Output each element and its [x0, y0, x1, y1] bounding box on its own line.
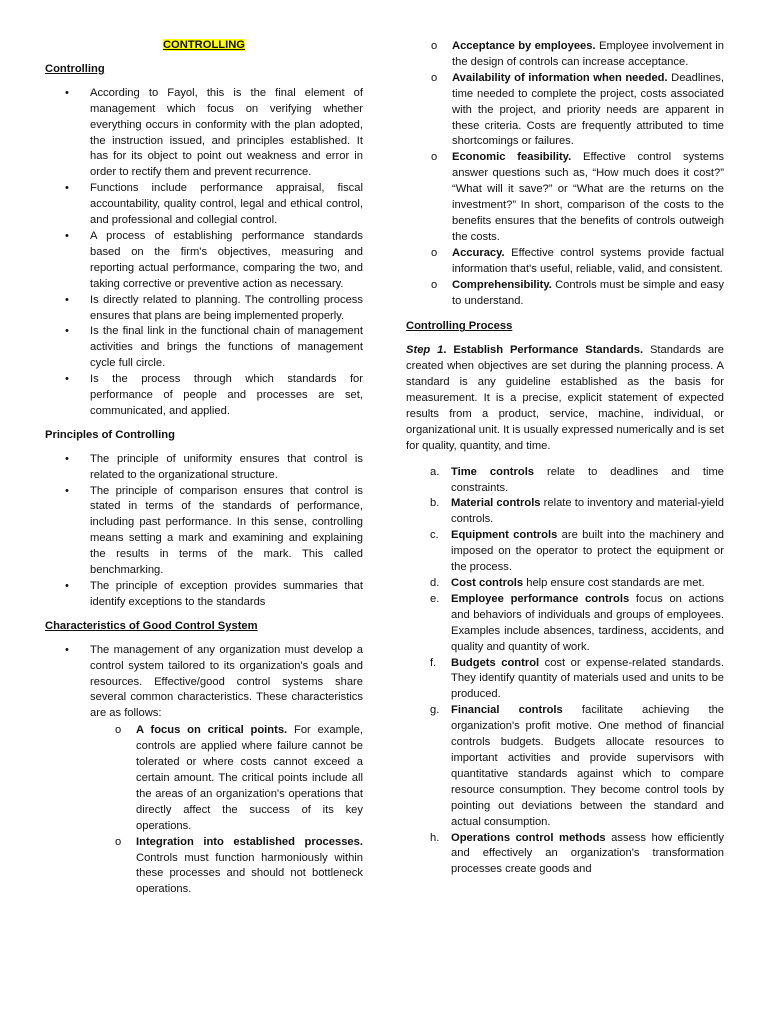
control-type-item — [406, 528, 724, 576]
heading-controlling-process: Controlling Process — [406, 320, 513, 333]
characteristics-sublist-cont — [361, 39, 724, 309]
list-item: • A process of establishing performance standards based on the firm's objectives, measuring and reporting actual performance, comparing the two, and taking corrective or preventive action as necessary. — [45, 229, 363, 293]
sub-item-text: Employee involvement in the design of controls can increase acceptance. — [452, 40, 724, 68]
sub-bullet-marker: o — [115, 724, 122, 737]
sub-bullet-marker: o — [431, 151, 438, 164]
sub-bullet-marker: o — [431, 40, 438, 52]
sub-item-title: Integration into established processes. — [136, 835, 363, 848]
step-1-paragraph: Step 1. Establish Performance Standards. Standards are created when objectives are set during the planning process. A standard is any guideline established as the basis for measurement. It is a precise, explicit statement of expected results from a product, service, machine, individual, or organizational unit. It is usually expressed numerically and is set for quality, quantity, and time. — [406, 344, 725, 452]
left-column — [45, 34, 363, 898]
characteristics-sublist — [90, 723, 363, 898]
control-type-text: help ensure cost standards are met. — [523, 577, 705, 589]
control-type-text: are built into the machinery and imposed on the operator to protect the equipment or the process. — [451, 529, 724, 574]
list-letter: f. — [430, 656, 437, 669]
sub-list-item — [90, 835, 363, 899]
sub-item-text: For example, controls are applied where failure cannot be tolerated or where costs cannot exceed a certain amount. The critical points include all the areas of an organization's operations that directly affect the success of its key operations. — [136, 724, 363, 832]
characteristics-list — [45, 643, 363, 899]
control-type-title: Time controls — [451, 465, 535, 478]
sub-item-text: Effective control systems answer questions such as, “How much does it cost?” “What will it save?” or “What are the returns on the investment?” In short, comparison of the costs to the benefits ensures that the benefits of controls outweigh the costs. — [452, 151, 724, 243]
control-type-title: Material controls — [451, 497, 541, 510]
sub-list-item — [361, 150, 724, 245]
control-type-item — [406, 656, 724, 704]
control-type-item — [406, 576, 724, 592]
control-type-text: relate to inventory and material-yield controls. — [451, 497, 724, 526]
sub-item-title: Availability of information when needed. — [452, 71, 668, 84]
control-type-text: relate to deadlines and time constraints. — [451, 465, 724, 494]
control-type-item — [406, 465, 724, 497]
list-item: • Is the final link in the functional chain of management activities and brings the functions of management cycle full circle. — [45, 324, 363, 372]
sub-item-title: A focus on critical points. — [136, 724, 288, 737]
sub-bullet-marker: o — [115, 835, 122, 848]
sub-item-text: Effective control systems provide factual information that's useful, reliable, valid, and consistent. — [452, 246, 724, 275]
controls-list — [406, 465, 724, 879]
sub-item-text: Controls must be simple and easy to understand. — [452, 278, 724, 307]
list-item: • Is directly related to planning. The controlling process ensures that plans are being implemented properly. — [45, 293, 363, 325]
list-letter: d. — [430, 577, 440, 589]
sub-item-text: Controls must function harmoniously within these processes and should not bottleneck operations. — [136, 851, 363, 896]
sub-item-title: Comprehensibility. — [452, 278, 552, 291]
list-letter: g. — [430, 704, 440, 717]
list-item: • The principle of comparison ensures that control is stated in terms of the standards of performance, including past performance. In this sense, controlling means setting a mark and examining and explaining the results in terms of the mark. This called benchmarking. — [45, 484, 363, 579]
list-letter: e. — [430, 592, 440, 605]
heading-principles: Principles of Controlling — [45, 428, 175, 441]
list-letter: b. — [430, 497, 440, 510]
sub-item-text: Deadlines, time needed to complete the project, costs associated with the project, and priority needs are apparent in these criteria. Costs are frequently attributed to time shortcomings or failures. — [452, 71, 724, 148]
heading-characteristics: Characteristics of Good Control System — [45, 619, 258, 632]
control-type-title: Cost controls — [451, 577, 524, 589]
list-item: • The management of any organization must develop a control system tailored to its organization's goals and resources. Effective/good control systems share several common characteristics. These characteristics are as follows: o A focus on critical points. For example, controls are applied where failure cannot be tolerated or where costs cannot exceed a certain amount. The critical points include all the areas of an organization's operations that directly affect the success of its key operations. o Integration into established processes. Controls must function harmoniously within these processes and should not bottleneck operations. — [45, 643, 363, 899]
sub-list-item — [361, 246, 724, 278]
sub-list-item — [90, 723, 363, 834]
list-letter: c. — [430, 529, 439, 542]
heading-controlling: Controlling — [45, 62, 105, 75]
control-type-item — [406, 592, 724, 656]
control-type-title: Equipment controls — [451, 529, 558, 542]
list-item: • According to Fayol, this is the final element of management which focus on verifying whether everything occurs in conformity with the plan adopted, the instruction issued, and principles established. It has for its object to point out weakness and error in order to rectify them and prevent recurrence. — [45, 86, 363, 181]
sub-bullet-marker: o — [431, 246, 438, 259]
sub-bullet-marker: o — [431, 71, 438, 84]
control-type-item — [406, 831, 724, 879]
list-item: • The principle of exception provides summaries that identify exceptions to the standards — [45, 579, 363, 611]
list-item: • Is the process through which standards for performance of people and processes are set, communicated, and applied. — [45, 372, 363, 420]
list-item: • The principle of uniformity ensures that control is related to the organizational structure. — [45, 452, 363, 484]
control-type-item — [406, 496, 724, 528]
sub-bullet-marker: o — [431, 278, 438, 291]
control-type-text: focus on actions and behaviors of individuals and groups of employees. Examples include absences, tardiness, accidents, and quality and quantity of work. — [451, 592, 724, 653]
sub-list-item — [361, 278, 724, 310]
sub-item-title: Acceptance by employees. — [452, 40, 596, 52]
control-type-text: cost or expense-related standards. They identify quantity of materials used and units to be produced. — [451, 656, 724, 701]
sub-list-item — [361, 71, 724, 151]
list-letter: a. — [430, 465, 440, 478]
control-type-text: assess how efficiently and effectively an organization's transformation processes create goods and — [451, 831, 724, 876]
sub-list-item — [361, 39, 724, 71]
page-title: CONTROLLING — [162, 39, 246, 51]
sub-item-title: Economic feasibility. — [452, 151, 572, 164]
controlling-list — [45, 86, 363, 420]
control-type-title: Budgets control — [451, 656, 540, 669]
list-item: • Functions include performance appraisal, fiscal accountability, quality control, legal and ethical control, and professional and collegial control. — [45, 181, 363, 229]
control-type-title: Employee performance controls — [451, 592, 630, 605]
control-type-title: Operations control methods — [451, 831, 606, 844]
sub-item-title: Accuracy. — [452, 246, 505, 259]
right-column — [406, 38, 724, 878]
control-type-title: Financial controls — [451, 704, 563, 717]
control-type-text: facilitate achieving the organization's profit motive. One method of financial controls budgets. Budgets allocate resources to important activities and provide supervisors with quantitative standards against which to compare resource consumption. They become control tools by pointing out deviations between the standard and actual consumption. — [451, 704, 725, 828]
control-type-item — [406, 703, 724, 830]
principles-list — [45, 452, 363, 611]
list-letter: h. — [430, 831, 440, 844]
